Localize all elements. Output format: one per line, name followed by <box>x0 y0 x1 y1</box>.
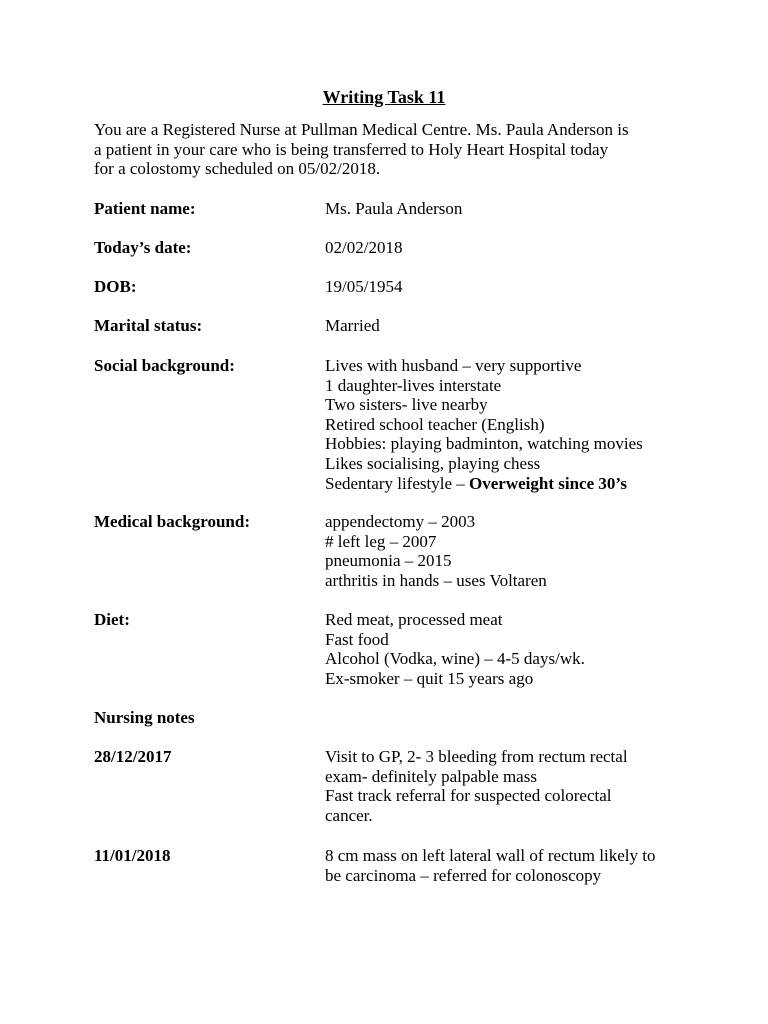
diet-label: Diet: <box>94 610 130 629</box>
lifestyle-text: Sedentary lifestyle – <box>325 473 469 493</box>
medical-background-line: # left leg – 2007 <box>325 531 437 551</box>
marital-status-label: Marital status: <box>94 316 203 335</box>
nursing-note-line: cancer. <box>325 805 373 825</box>
social-background-line: Lives with husband – very supportive <box>325 356 582 375</box>
patient-name-label: Patient name: <box>94 199 196 218</box>
intro-paragraph <box>94 120 674 179</box>
social-background-list <box>325 356 745 493</box>
intro-line: a patient in your care who is being transferred to Holy Heart Hospital today <box>94 139 609 159</box>
medical-background-list <box>325 512 745 590</box>
nursing-note-line: Visit to GP, 2- 3 bleeding from rectum rectal <box>325 747 628 766</box>
intro-line: for a colostomy scheduled on 05/02/2018. <box>94 159 381 179</box>
dob-label: DOB: <box>94 277 137 296</box>
nursing-note-line: be carcinoma – referred for colonoscopy <box>325 865 602 885</box>
marital-status-value: Married <box>325 316 380 335</box>
document-title: Writing Task 11 <box>322 87 446 107</box>
nursing-note-line: Fast track referral for suspected colorectal <box>325 786 612 806</box>
todays-date-value: 02/02/2018 <box>325 238 403 257</box>
social-background-line: 1 daughter-lives interstate <box>325 375 502 395</box>
nursing-note-line: 8 cm mass on left lateral wall of rectum likely to <box>325 846 656 865</box>
patient-name-value: Ms. Paula Anderson <box>325 199 463 218</box>
nursing-note-date: 11/01/2018 <box>94 846 171 865</box>
nursing-notes-heading: Nursing notes <box>94 708 195 727</box>
social-background-line <box>325 474 745 494</box>
diet-line: Red meat, processed meat <box>325 610 503 629</box>
medical-background-line: arthritis in hands – uses Voltaren <box>325 570 547 590</box>
nursing-note-date: 28/12/2017 <box>94 747 172 766</box>
medical-background-label: Medical background: <box>94 512 251 531</box>
overweight-text: Overweight since 30’s <box>469 473 628 493</box>
medical-background-line: pneumonia – 2015 <box>325 551 452 571</box>
dob-value: 19/05/1954 <box>325 277 403 296</box>
social-background-line: Two sisters- live nearby <box>325 395 488 415</box>
nursing-note-text <box>325 747 745 825</box>
nursing-note-text <box>325 846 745 885</box>
nursing-note-line: exam- definitely palpable mass <box>325 766 537 786</box>
social-background-line: Hobbies: playing badminton, watching movies <box>325 434 643 454</box>
diet-line: Ex-smoker – quit 15 years ago <box>325 668 534 688</box>
social-background-line: Retired school teacher (English) <box>325 414 545 434</box>
social-background-line: Likes socialising, playing chess <box>325 453 541 473</box>
todays-date-label: Today’s date: <box>94 238 192 257</box>
social-background-label: Social background: <box>94 356 235 375</box>
diet-line: Fast food <box>325 629 389 649</box>
diet-line: Alcohol (Vodka, wine) – 4-5 days/wk. <box>325 649 585 669</box>
medical-background-line: appendectomy – 2003 <box>325 512 476 531</box>
intro-line: You are a Registered Nurse at Pullman Medical Centre. Ms. Paula Anderson is <box>94 120 629 139</box>
diet-list <box>325 610 745 688</box>
